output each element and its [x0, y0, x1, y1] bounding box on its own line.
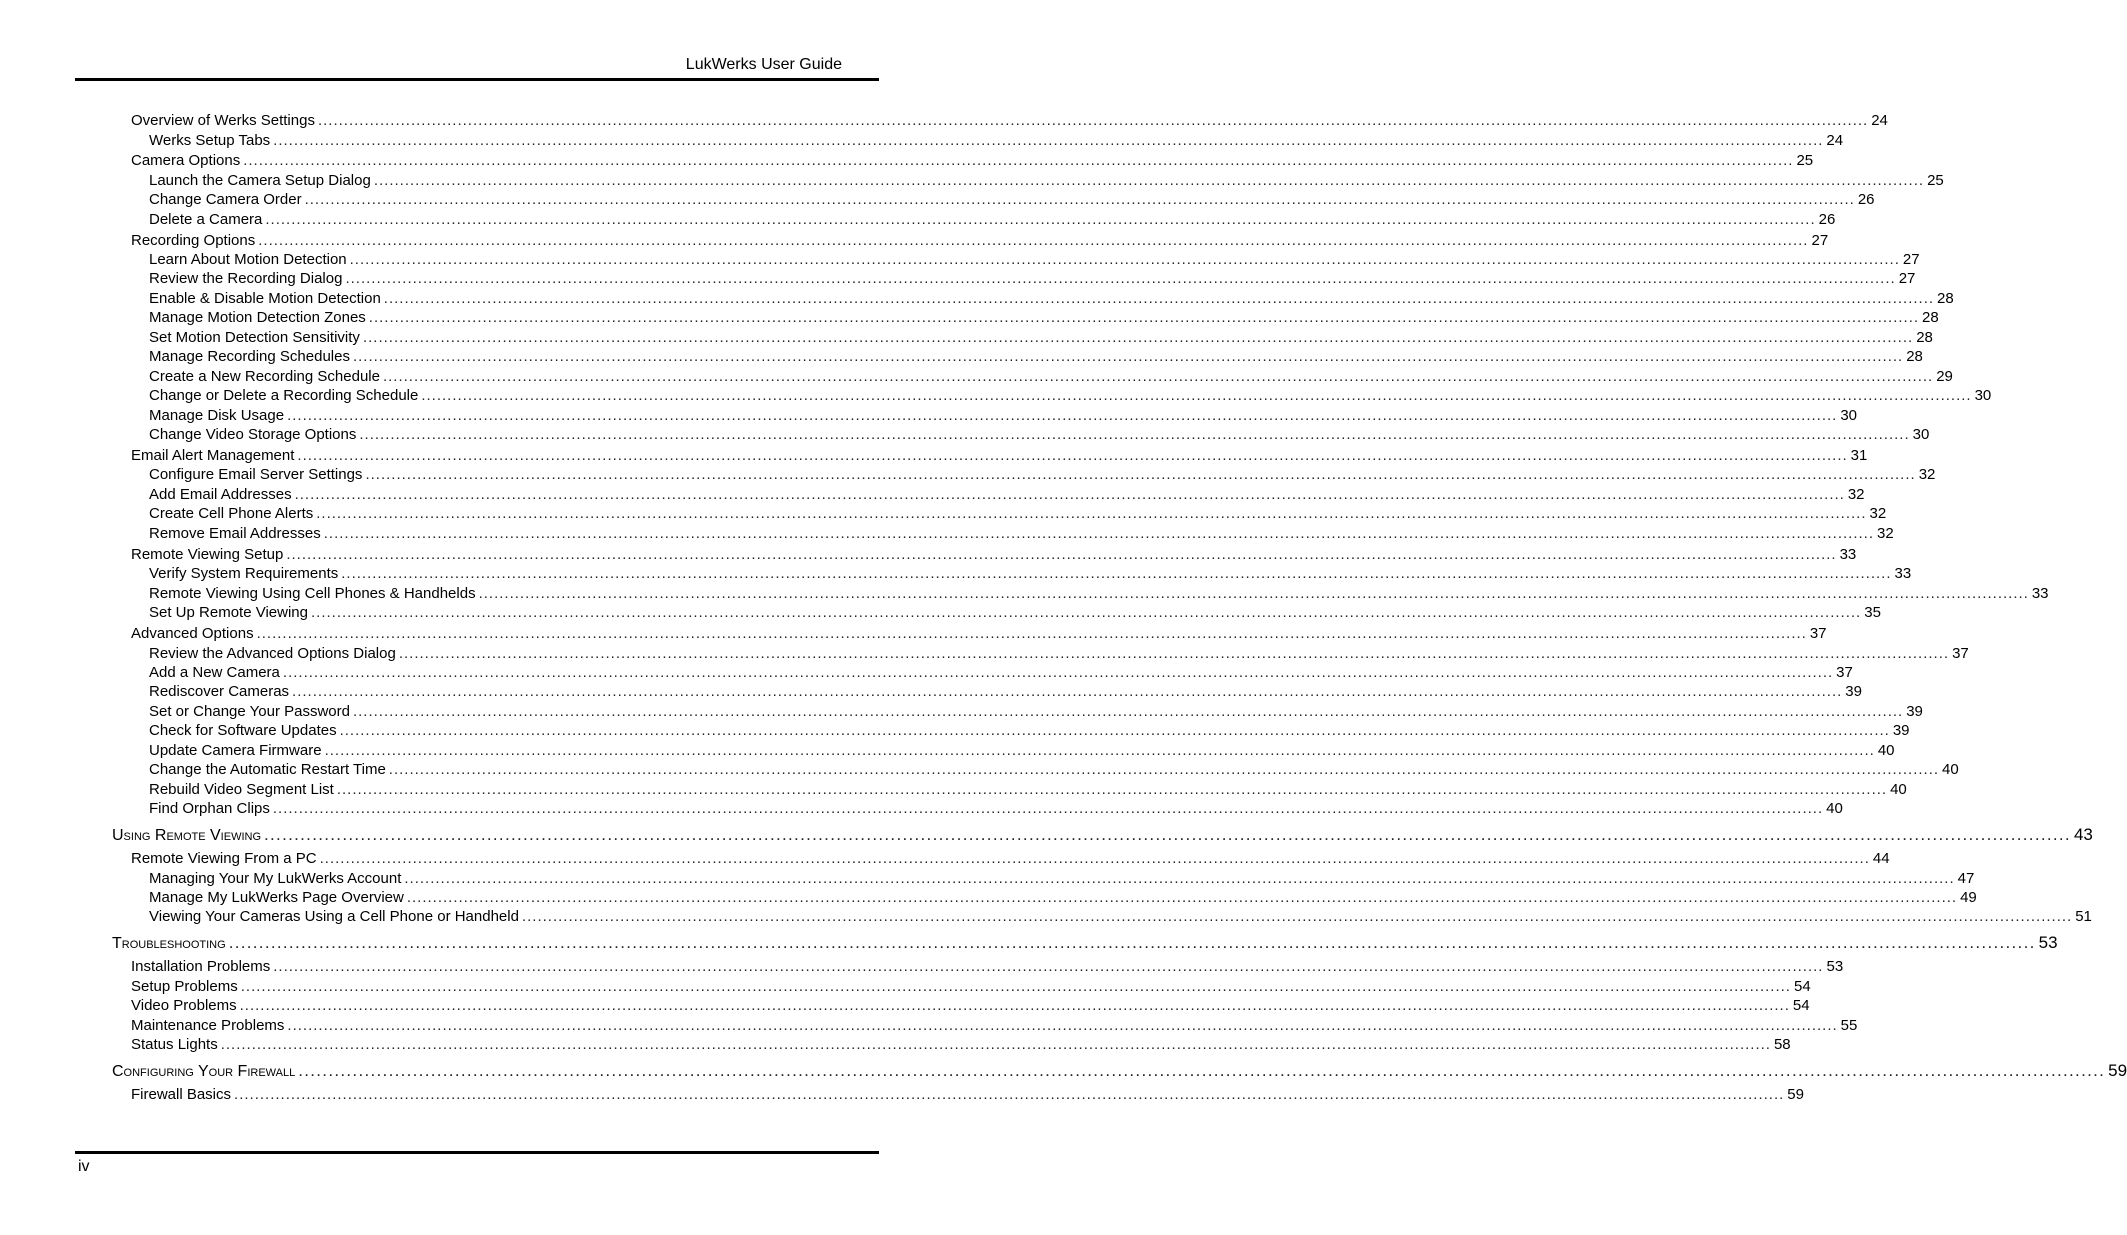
toc-entry[interactable]: [131, 957, 1844, 977]
toc-entry-title: Recording Options: [131, 232, 256, 249]
toc-entry-page: 40: [1877, 742, 1895, 759]
toc-entry[interactable]: [149, 760, 1959, 780]
toc-entry[interactable]: [131, 849, 1890, 869]
dot-leader: ............................................................................................................................................................................................................................................................................................................: [319, 850, 1870, 867]
dot-leader: ............................................................................................................................................................................................................................................................................................................: [287, 1017, 1838, 1034]
toc-entry[interactable]: [149, 289, 1954, 309]
toc-entry-page: 59: [2108, 1061, 2127, 1080]
toc-entry-page: 30: [1912, 426, 1930, 443]
toc-entry[interactable]: [149, 210, 1836, 230]
toc-chapter-entry[interactable]: [112, 932, 2058, 954]
toc-entry-title: Rediscover Cameras: [149, 683, 290, 700]
running-header-title: LukWerks User Guide: [685, 56, 842, 73]
toc-entry[interactable]: [149, 888, 1977, 908]
toc-entry[interactable]: [131, 231, 1829, 251]
dot-leader: ............................................................................................................................................................................................................................................................................................................: [352, 703, 1904, 720]
toc-entry-page: 26: [1818, 211, 1836, 228]
toc-entry[interactable]: [149, 780, 1907, 800]
toc-entry-page: 30: [1974, 387, 1992, 404]
toc-entry-page: 40: [1942, 761, 1959, 778]
toc-entry-page: 27: [1902, 251, 1920, 268]
toc-entry[interactable]: [149, 425, 1930, 445]
dot-leader: ............................................................................................................................................................................................................................................................................................................: [298, 1061, 2106, 1080]
toc-entry[interactable]: [131, 1085, 1804, 1105]
toc-entry-page: 32: [1869, 505, 1887, 522]
toc-entry[interactable]: [149, 406, 1858, 426]
dot-leader: ............................................................................................................................................................................................................................................................................................................: [521, 908, 2073, 925]
dot-leader: ............................................................................................................................................................................................................................................................................................................: [404, 870, 1955, 887]
dot-leader: ............................................................................................................................................................................................................................................................................................................: [240, 978, 1791, 995]
page-number: iv: [78, 1158, 90, 1175]
toc-entry-title: Manage Motion Detection Zones: [149, 309, 366, 326]
toc-entry-page: 53: [2038, 933, 2058, 952]
toc-entry[interactable]: [149, 584, 2049, 604]
toc-entry-title: Manage Recording Schedules: [149, 348, 350, 365]
dot-leader: ............................................................................................................................................................................................................................................................................................................: [336, 781, 1888, 798]
toc-entry[interactable]: [149, 308, 1939, 328]
dot-leader: ............................................................................................................................................................................................................................................................................................................: [264, 825, 2071, 844]
toc-entry-page: 32: [1847, 486, 1865, 503]
toc-entry-title: Manage Disk Usage: [149, 407, 285, 424]
toc-entry[interactable]: [131, 111, 1888, 131]
toc-entry-page: 32: [1918, 466, 1936, 483]
toc-entry-page: 58: [1773, 1036, 1791, 1053]
dot-leader: ............................................................................................................................................................................................................................................................................................................: [304, 191, 1855, 208]
toc-entry-title: Review the Recording Dialog: [149, 270, 343, 287]
toc-entry-title: Installation Problems: [131, 958, 271, 975]
toc-entry-page: 37: [1809, 625, 1827, 642]
toc-entry[interactable]: [149, 799, 1843, 819]
dot-leader: ............................................................................................................................................................................................................................................................................................................: [406, 889, 1958, 906]
toc-entry[interactable]: [131, 1035, 1791, 1055]
toc-entry[interactable]: [149, 485, 1865, 505]
dot-leader: ............................................................................................................................................................................................................................................................................................................: [292, 683, 1843, 700]
toc-entry-page: 28: [1922, 309, 1939, 326]
dot-leader: ............................................................................................................................................................................................................................................................................................................: [365, 466, 1916, 483]
toc-entry[interactable]: [131, 545, 1857, 565]
dot-leader: ............................................................................................................................................................................................................................................................................................................: [323, 525, 1874, 542]
toc-entry-title: Add Email Addresses: [149, 486, 292, 503]
toc-entry[interactable]: [149, 171, 1944, 191]
header-rule: [75, 78, 879, 81]
toc-entry[interactable]: [149, 644, 1969, 664]
toc-entry-page: 54: [1792, 997, 1810, 1014]
toc-entry-title: Update Camera Firmware: [149, 742, 322, 759]
dot-leader: ............................................................................................................................................................................................................................................................................................................: [339, 722, 1890, 739]
toc-entry-title: Configure Email Server Settings: [149, 466, 363, 483]
dot-leader: ............................................................................................................................................................................................................................................................................................................: [310, 604, 1862, 621]
toc-entry-title: Change Camera Order: [149, 191, 302, 208]
dot-leader: ............................................................................................................................................................................................................................................................................................................: [286, 546, 1837, 563]
toc-entry[interactable]: [149, 721, 1910, 741]
dot-leader: ............................................................................................................................................................................................................................................................................................................: [349, 251, 1900, 268]
dot-leader: ............................................................................................................................................................................................................................................................................................................: [341, 565, 1892, 582]
toc-entry-title: Create Cell Phone Alerts: [149, 505, 314, 522]
dot-leader: ............................................................................................................................................................................................................................................................................................................: [345, 270, 1896, 287]
toc-entry-title: Rebuild Video Segment List: [149, 781, 334, 798]
toc-entry[interactable]: [149, 386, 1992, 406]
dot-leader: ............................................................................................................................................................................................................................................................................................................: [294, 486, 1845, 503]
dot-leader: ............................................................................................................................................................................................................................................................................................................: [352, 348, 1904, 365]
toc-entry[interactable]: [149, 869, 1975, 889]
dot-leader: ............................................................................................................................................................................................................................................................................................................: [256, 625, 1807, 642]
toc-entry[interactable]: [149, 131, 1844, 151]
toc-entry[interactable]: [149, 564, 1912, 584]
dot-leader: ............................................................................................................................................................................................................................................................................................................: [388, 761, 1940, 778]
toc-entry[interactable]: [149, 682, 1862, 702]
toc-entry-title: Manage My LukWerks Page Overview: [149, 889, 404, 906]
toc-entry[interactable]: [149, 504, 1887, 524]
toc-entry-title: Email Alert Management: [131, 447, 295, 464]
toc-entry[interactable]: [131, 151, 1814, 171]
toc-entry-title: Delete a Camera: [149, 211, 263, 228]
dot-leader: ............................................................................................................................................................................................................................................................................................................: [282, 664, 1834, 681]
toc-entry[interactable]: [149, 328, 1933, 348]
toc-chapter-entry[interactable]: [112, 824, 2093, 846]
toc-entry-page: 33: [1839, 546, 1857, 563]
toc-entry-page: 37: [1952, 645, 1969, 662]
toc-entry-page: 59: [1787, 1086, 1804, 1103]
toc-entry-page: 27: [1898, 270, 1916, 287]
dot-leader: ............................................................................................................................................................................................................................................................................................................: [317, 112, 1869, 129]
toc-entry-title: Set Up Remote Viewing: [149, 604, 308, 621]
dot-leader: ............................................................................................................................................................................................................................................................................................................: [239, 997, 1790, 1014]
toc-entry[interactable]: [149, 702, 1923, 722]
toc-entry-title: Using Remote Viewing: [112, 827, 262, 844]
dot-leader: ............................................................................................................................................................................................................................................................................................................: [398, 645, 1950, 662]
dot-leader: ............................................................................................................................................................................................................................................................................................................: [421, 387, 1972, 404]
toc-entry-title: Create a New Recording Schedule: [149, 368, 380, 385]
dot-leader: ............................................................................................................................................................................................................................................................................................................: [478, 585, 2029, 602]
toc-entry-page: 28: [1906, 348, 1923, 365]
toc-entry-title: Remote Viewing Using Cell Phones & Handhelds: [149, 585, 476, 602]
toc-entry-title: Advanced Options: [131, 625, 254, 642]
toc-entry-page: 40: [1890, 781, 1907, 798]
toc-entry[interactable]: [131, 624, 1827, 644]
toc-entry-title: Overview of Werks Settings: [131, 112, 315, 129]
footer-rule: [75, 1151, 879, 1154]
toc-entry-page: 32: [1877, 525, 1894, 542]
toc-entry-title: Troubleshooting: [112, 935, 226, 952]
toc-entry-title: Launch the Camera Setup Dialog: [149, 172, 371, 189]
dot-leader: ............................................................................................................................................................................................................................................................................................................: [316, 505, 1867, 522]
toc-entry-title: Remote Viewing From a PC: [131, 850, 317, 867]
toc-entry-page: 29: [1936, 368, 1953, 385]
toc-entry-page: 43: [2073, 825, 2093, 844]
toc-entry-page: 39: [1906, 703, 1923, 720]
toc-entry[interactable]: [149, 465, 1936, 485]
toc-entry-page: 26: [1857, 191, 1875, 208]
toc-entry-page: 39: [1892, 722, 1910, 739]
toc-entry-title: Camera Options: [131, 152, 241, 169]
toc-entry-page: 39: [1845, 683, 1862, 700]
toc-entry[interactable]: [131, 1016, 1858, 1036]
dot-leader: ............................................................................................................................................................................................................................................................................................................: [362, 329, 1914, 346]
toc-entry-title: Verify System Requirements: [149, 565, 339, 582]
toc-entry-page: 35: [1864, 604, 1881, 621]
toc-entry-title: Change the Automatic Restart Time: [149, 761, 386, 778]
dot-leader: ............................................................................................................................................................................................................................................................................................................: [273, 958, 1824, 975]
toc-entry[interactable]: [149, 524, 1894, 544]
toc-chapter-entry[interactable]: [112, 1060, 2127, 1082]
dot-leader: ............................................................................................................................................................................................................................................................................................................: [324, 742, 1875, 759]
toc-entry-page: 27: [1811, 232, 1829, 249]
dot-leader: ............................................................................................................................................................................................................................................................................................................: [273, 132, 1824, 149]
toc-entry-page: 44: [1872, 850, 1890, 867]
toc-entry-page: 37: [1836, 664, 1853, 681]
toc-entry-page: 53: [1826, 958, 1844, 975]
dot-leader: ............................................................................................................................................................................................................................................................................................................: [265, 211, 1816, 228]
toc-entry-title: Review the Advanced Options Dialog: [149, 645, 396, 662]
toc-entry-title: Enable & Disable Motion Detection: [149, 290, 381, 307]
toc-entry-title: Maintenance Problems: [131, 1017, 285, 1034]
toc-entry-title: Change Video Storage Options: [149, 426, 357, 443]
dot-leader: ............................................................................................................................................................................................................................................................................................................: [373, 172, 1925, 189]
toc-entry-title: Viewing Your Cameras Using a Cell Phone or Handheld: [149, 908, 519, 925]
toc-entry[interactable]: [149, 663, 1853, 683]
toc-entry[interactable]: [149, 347, 1923, 367]
toc-entry-title: Firewall Basics: [131, 1086, 232, 1103]
toc-entry-title: Change or Delete a Recording Schedule: [149, 387, 419, 404]
toc-entry-title: Check for Software Updates: [149, 722, 337, 739]
dot-leader: ............................................................................................................................................................................................................................................................................................................: [368, 309, 1920, 326]
toc-entry[interactable]: [149, 907, 2092, 927]
dot-leader: ............................................................................................................................................................................................................................................................................................................: [383, 290, 1935, 307]
toc-entry-title: Remove Email Addresses: [149, 525, 321, 542]
dot-leader: ............................................................................................................................................................................................................................................................................................................: [220, 1036, 1771, 1053]
toc-entry[interactable]: [149, 269, 1916, 289]
dot-leader: ............................................................................................................................................................................................................................................................................................................: [234, 1086, 1785, 1103]
toc-entry-title: Set Motion Detection Sensitivity: [149, 329, 360, 346]
toc-entry-title: Add a New Camera: [149, 664, 280, 681]
toc-entry-page: 25: [1927, 172, 1944, 189]
dot-leader: ............................................................................................................................................................................................................................................................................................................: [297, 447, 1848, 464]
toc-entry[interactable]: [149, 741, 1895, 761]
toc-entry[interactable]: [131, 996, 1810, 1016]
toc-entry-title: Video Problems: [131, 997, 237, 1014]
toc-entry-page: 28: [1916, 329, 1933, 346]
toc-entry-title: Status Lights: [131, 1036, 218, 1053]
toc-entry-page: 33: [1894, 565, 1912, 582]
toc-entry-title: Managing Your My LukWerks Account: [149, 870, 402, 887]
toc-entry-title: Configuring Your Firewall: [112, 1063, 296, 1080]
toc-entry-title: Set or Change Your Password: [149, 703, 350, 720]
toc-entry[interactable]: [131, 977, 1811, 997]
toc-entry-title: Setup Problems: [131, 978, 238, 995]
toc-entry-page: 40: [1826, 800, 1843, 817]
toc-entry-page: 31: [1850, 447, 1868, 464]
toc-entry-title: Remote Viewing Setup: [131, 546, 284, 563]
toc-entry-page: 30: [1840, 407, 1858, 424]
toc-entry-page: 51: [2075, 908, 2092, 925]
toc-entry[interactable]: [149, 190, 1875, 210]
dot-leader: ............................................................................................................................................................................................................................................................................................................: [382, 368, 1934, 385]
dot-leader: ............................................................................................................................................................................................................................................................................................................: [272, 800, 1824, 817]
dot-leader: ............................................................................................................................................................................................................................................................................................................: [258, 232, 1809, 249]
toc-entry-page: 28: [1937, 290, 1954, 307]
toc-entry-title: Find Orphan Clips: [149, 800, 270, 817]
toc-entry-page: 25: [1796, 152, 1814, 169]
dot-leader: ............................................................................................................................................................................................................................................................................................................: [359, 426, 1910, 443]
toc-entry-page: 24: [1826, 132, 1844, 149]
toc-entry[interactable]: [131, 446, 1868, 466]
toc-entry-title: Werks Setup Tabs: [149, 132, 271, 149]
toc-entry[interactable]: [149, 250, 1920, 270]
toc-entry-page: 33: [2031, 585, 2049, 602]
toc-entry-page: 49: [1960, 889, 1977, 906]
toc-entry[interactable]: [149, 367, 1953, 387]
toc-entry[interactable]: [149, 603, 1881, 623]
toc-entry-page: 55: [1840, 1017, 1858, 1034]
dot-leader: ............................................................................................................................................................................................................................................................................................................: [228, 933, 2036, 952]
toc-entry-title: Learn About Motion Detection: [149, 251, 347, 268]
toc-entry-page: 24: [1871, 112, 1888, 129]
dot-leader: ............................................................................................................................................................................................................................................................................................................: [243, 152, 1794, 169]
dot-leader: ............................................................................................................................................................................................................................................................................................................: [287, 407, 1838, 424]
toc-entry-page: 54: [1793, 978, 1811, 995]
toc-entry-page: 47: [1957, 870, 1975, 887]
